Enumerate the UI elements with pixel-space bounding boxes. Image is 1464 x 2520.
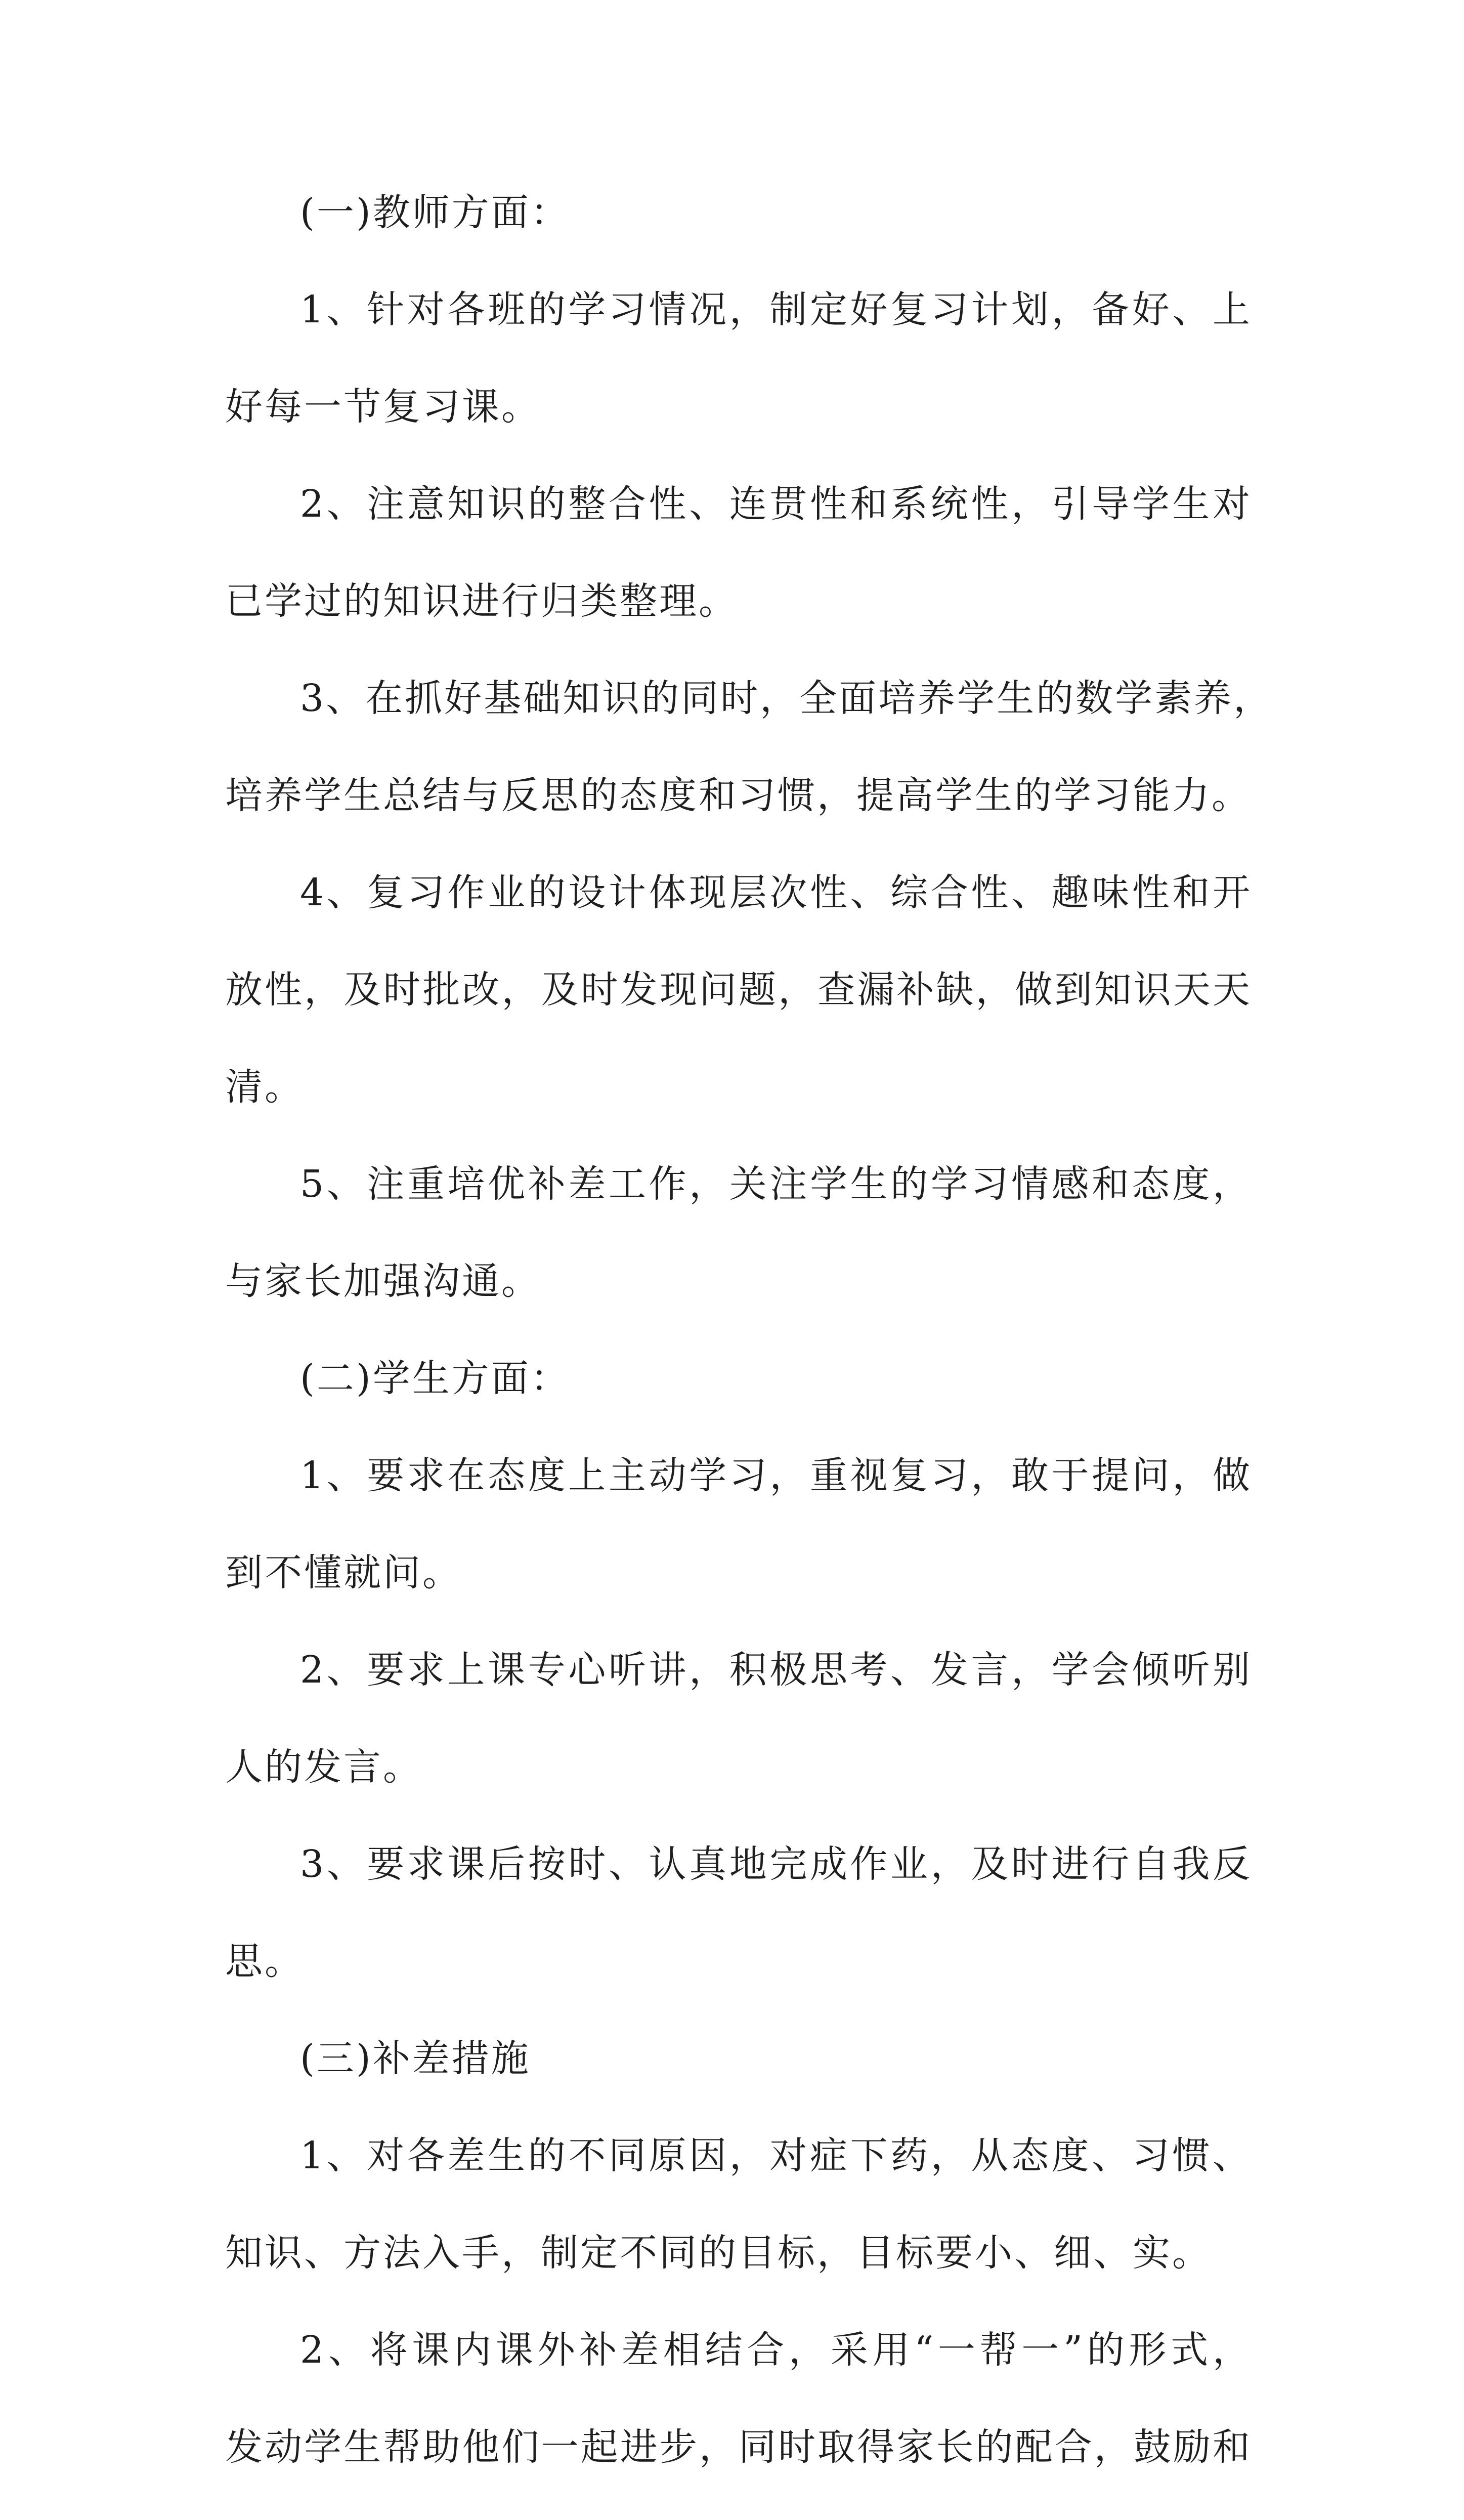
text-line: 3、在抓好基础知识的同时，全面培养学生的数学素养， — [300, 677, 1273, 720]
text-line: 发动学生帮助他们一起进步，同时取得家长的配合，鼓励和 — [225, 2425, 1252, 2469]
text-line: (一)教师方面： — [300, 191, 570, 234]
text-line: 到不懂就问。 — [225, 1551, 462, 1594]
text-line: (三)补差措施 — [300, 2037, 531, 2080]
text-line: 2、要求上课专心听讲，积极思考、发言，学会倾听别 — [300, 1648, 1252, 1692]
text-line: 5、注重培优补差工作，关注学生的学习情感和态度， — [300, 1162, 1252, 1206]
text-line: 4、复习作业的设计体现层次性、综合性、趣味性和开 — [300, 871, 1252, 914]
text-line: 人的发言。 — [225, 1745, 422, 1789]
text-line: 知识、方法入手，制定不同的目标，目标要小、细、实。 — [225, 2231, 1212, 2275]
text-line: 培养学生总结与反思的态度和习惯，提高学生的学习能力。 — [225, 774, 1251, 817]
text-line: 1、针对各班的学习情况，制定好复习计划，备好、上 — [300, 288, 1252, 331]
text-line: 1、对各差生的不同原因，对症下药，从态度、习惯、 — [300, 2134, 1252, 2177]
text-line: 3、要求课后按时、认真地完成作业，及时进行自我反 — [300, 1842, 1252, 1886]
text-line: 已学过的知识进行归类整理。 — [225, 579, 738, 623]
text-line: 2、注意知识的整合性、连贯性和系统性，引导学生对 — [300, 482, 1252, 526]
text-line: 清。 — [225, 1065, 304, 1109]
document-body — [225, 188, 1273, 2520]
text-line: 思。 — [225, 1940, 304, 1983]
text-line: 与家长加强沟通。 — [225, 1259, 541, 1303]
text-line: 放性，及时批改，及时发现问题，查漏补缺，做到知识天天 — [225, 968, 1252, 1012]
text-line: 1、要求在态度上主动学习，重视复习，敢于提问，做 — [300, 1454, 1252, 1497]
text-line: 好每一节复习课。 — [225, 385, 541, 429]
text-line: (二)学生方面： — [300, 1357, 570, 1400]
text-line: 2、将课内课外补差相结合，采用“一帮一”的形式， — [300, 2328, 1252, 2372]
